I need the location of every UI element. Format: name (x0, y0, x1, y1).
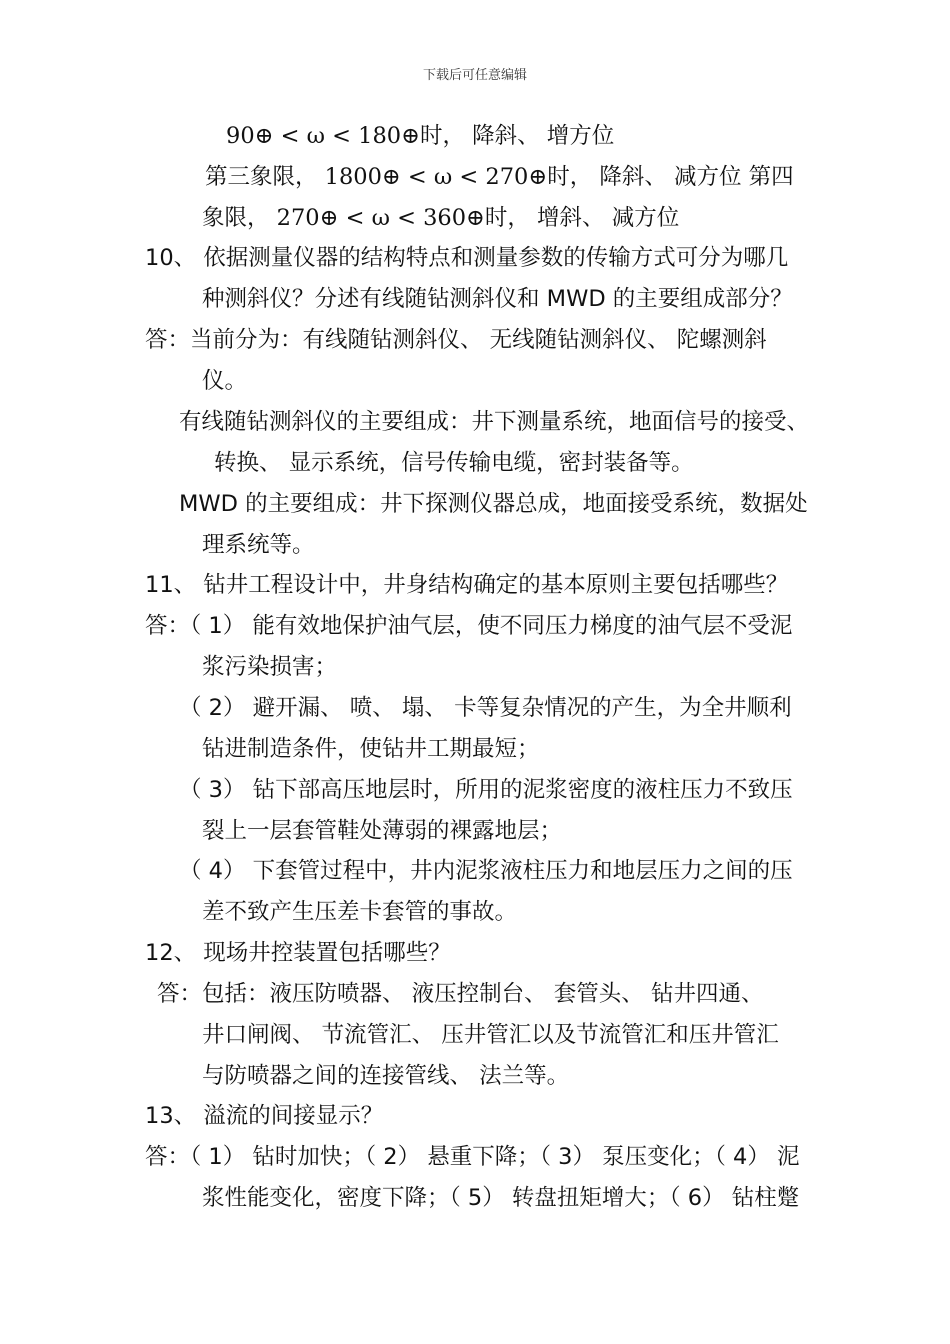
answer-10: 答：当前分为：有线随钻测斜仪、 无线随钻测斜仪、 陀螺测斜 (145, 327, 767, 353)
question-12: 12、 现场井控装置包括哪些？ (145, 940, 451, 966)
text-line: （ 3） 钻下部高压地层时，所用的泥浆密度的液柱压力不致压 (179, 777, 793, 803)
text-line: 钻进制造条件，使钻井工期最短； (202, 736, 540, 762)
question-11: 11、 钻井工程设计中，井身结构确定的基本原则主要包括哪些？ (145, 572, 789, 598)
text-line: MWD 的主要组成：井下探测仪器总成，地面接受系统，数据处 (179, 491, 808, 517)
text-line: 浆污染损害； (202, 654, 338, 680)
text-line: 象限， 270⊕ < ω < 360⊕时， 增斜、 减方位 (202, 205, 680, 231)
text-line: 井口闸阀、 节流管汇、 压井管汇以及节流管汇和压井管汇 (202, 1022, 779, 1048)
text-line: 裂上一层套管鞋处薄弱的裸露地层； (202, 818, 563, 844)
text-line: 浆性能变化，密度下降；（ 5） 转盘扭矩增大；（ 6） 钻柱蹩 (202, 1185, 800, 1211)
answer-13: 答：（ 1） 钻时加快；（ 2） 悬重下降；（ 3） 泵压变化；（ 4） 泥 (145, 1144, 800, 1170)
text-line: 仪。 (202, 368, 248, 394)
question-10: 10、 依据测量仪器的结构特点和测量参数的传输方式可分为哪几 (145, 245, 789, 271)
text-line: 第三象限， 1800⊕ < ω < 270⊕时， 降斜、 减方位 第四 (205, 164, 794, 190)
answer-12: 答：包括：液压防喷器、 液压控制台、 套管头、 钻井四通、 (157, 981, 764, 1007)
text-line: （ 2） 避开漏、 喷、 塌、 卡等复杂情况的产生，为全井顺利 (179, 695, 792, 721)
text-line: 转换、 显示系统，信号传输电缆，密封装备等。 (214, 450, 694, 476)
text-line: 差不致产生压差卡套管的事故。 (202, 899, 518, 925)
text-line: 有线随钻测斜仪的主要组成：井下测量系统，地面信号的接受、 (179, 409, 810, 435)
answer-11: 答：（ 1） 能有效地保护油气层，使不同压力梯度的油气层不受泥 (145, 613, 793, 639)
text-line: 种测斜仪？分述有线随钻测斜仪和 MWD 的主要组成部分？ (202, 286, 793, 312)
text-line: 理系统等。 (202, 532, 315, 558)
text-line: （ 4） 下套管过程中，井内泥浆液柱压力和地层压力之间的压 (179, 858, 793, 884)
text-line: 与防喷器之间的连接管线、 法兰等。 (202, 1063, 570, 1089)
text-line: 90⊕ < ω < 180⊕时， 降斜、 增方位 (226, 123, 615, 149)
page-header: 下载后可任意编辑 (422, 68, 527, 83)
question-13: 13、 溢流的间接显示？ (145, 1103, 384, 1129)
